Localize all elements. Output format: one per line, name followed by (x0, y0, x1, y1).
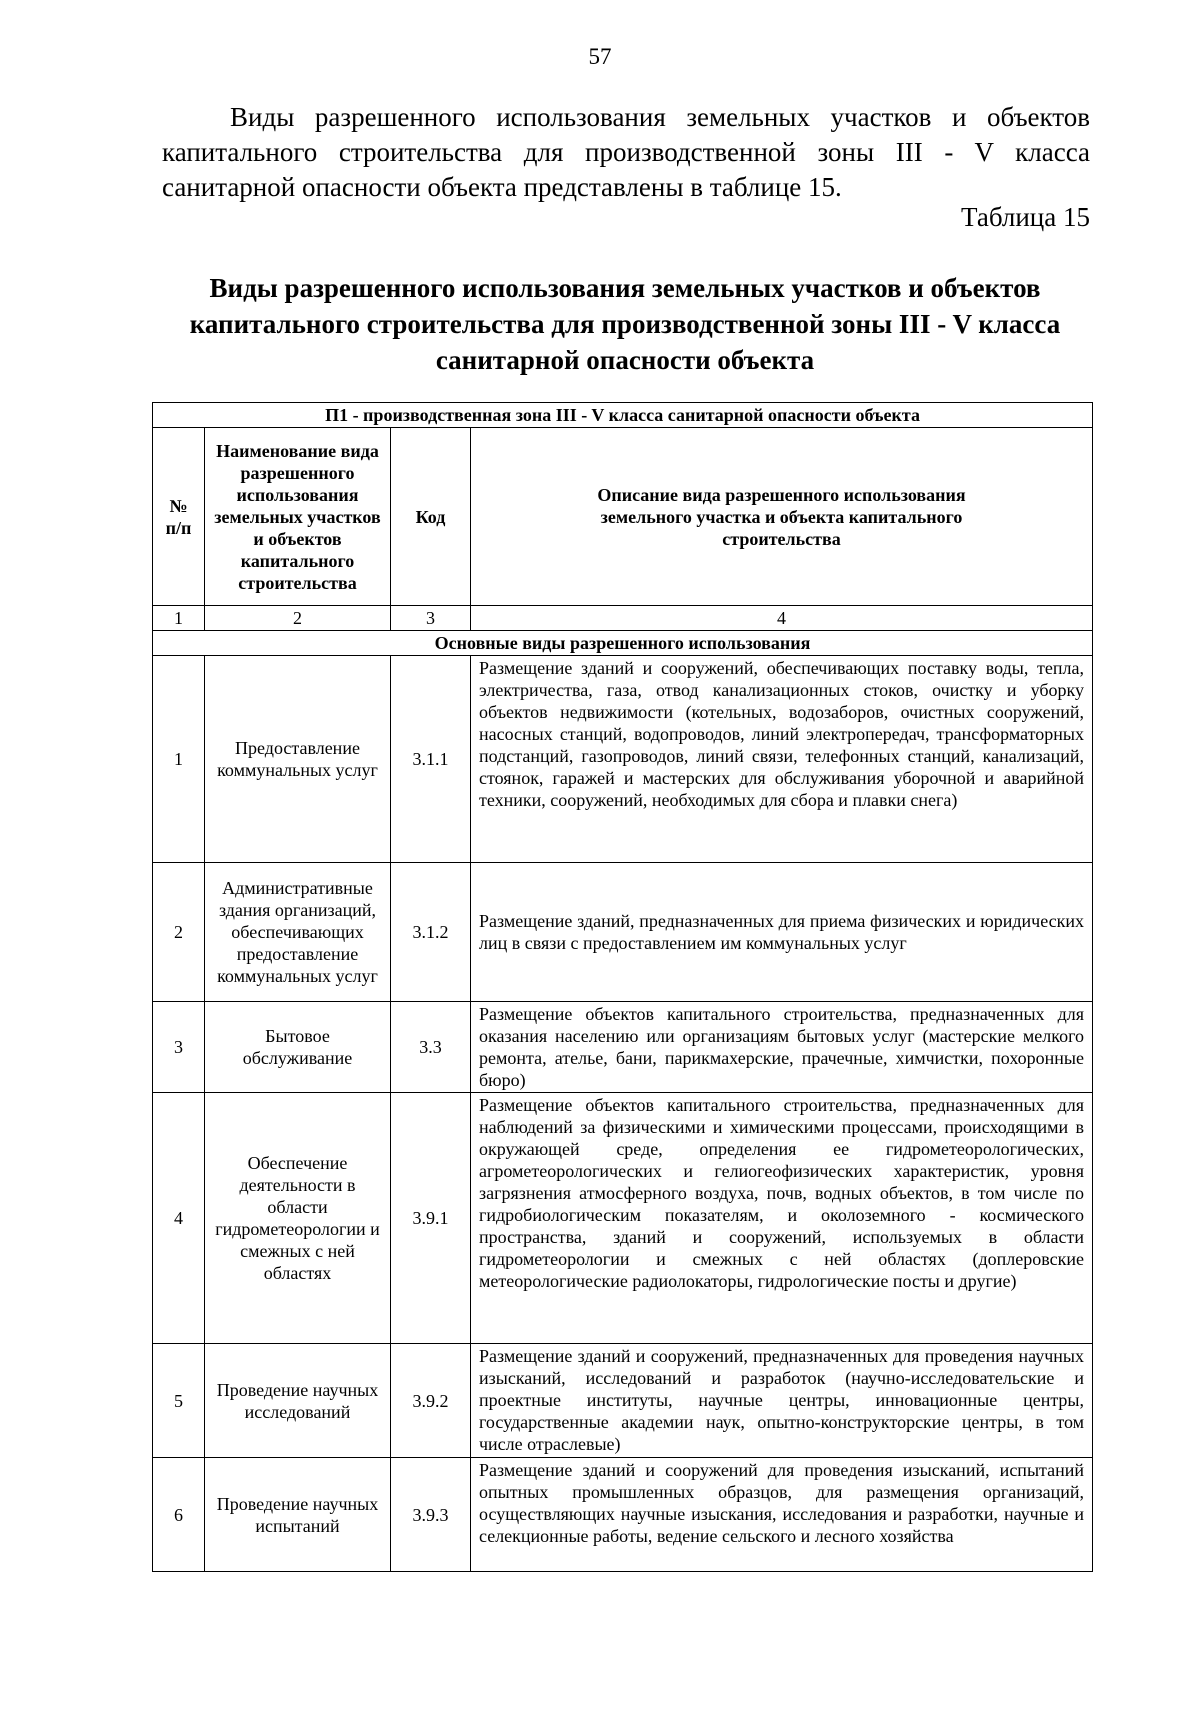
row-code: 3.9.2 (391, 1344, 471, 1458)
row-num: 3 (153, 1002, 205, 1093)
table-row (153, 863, 1093, 1002)
row-code: 3.1.1 (391, 656, 471, 863)
table-label: Таблица 15 (961, 202, 1090, 232)
row-num: 1 (153, 656, 205, 863)
row-desc: Размещение зданий, предназначенных для приема физических и юридических лиц в связи с предоставлением им коммунальных услуг (471, 863, 1093, 1002)
header-name: Наименование вида разрешенного использования земельных участков и объектов капитального строительства (205, 428, 391, 606)
table-row (153, 1344, 1093, 1458)
table-title: Виды разрешенного использования земельных участков и объектов капитального строительства для производственной зоны III - V класса санитарной опасности объекта (189, 273, 1061, 375)
row-num: 2 (153, 863, 205, 1002)
intro-paragraph: Виды разрешенного использования земельных участков и объектов капитального строительства для производственной зоны III - V класса санитарной опасности объекта представлены в таблице 15. (162, 102, 1090, 202)
row-num: 5 (153, 1344, 205, 1458)
table-row (153, 1002, 1093, 1093)
table-row (153, 1458, 1093, 1572)
row-name: Обеспечение деятельности в области гидрометеорологии и смежных с ней областях (205, 1093, 391, 1344)
row-name: Предоставление коммунальных услуг (205, 656, 391, 863)
row-name: Проведение научных исследований (205, 1344, 391, 1458)
row-num: 4 (153, 1093, 205, 1344)
table-row (153, 656, 1093, 863)
row-code: 3.9.1 (391, 1093, 471, 1344)
row-num: 6 (153, 1458, 205, 1572)
row-name: Бытовое обслуживание (205, 1002, 391, 1093)
zone-header: П1 - производственная зона III - V класса санитарной опасности объекта (153, 403, 1093, 428)
row-code: 3.3 (391, 1002, 471, 1093)
page-number: 57 (588, 44, 612, 69)
header-num: № п/п (153, 428, 205, 606)
row-desc: Размещение зданий и сооружений, обеспечивающих поставку воды, тепла, электричества, газа, отвод канализационных стоков, очистку и уборку объектов недвижимости (котельных, водозаборов, очистных сооружений, насосных станций, водопроводов, линий электропередач, трансформаторных подстанций, газопроводов, линий связи, телефонных станций, канализаций, стоянок, гаражей и мастерских для обслуживания уборочной и аварийной техники, сооружений, необходимых для сбора и плавки снега) (471, 656, 1093, 863)
header-code: Код (391, 428, 471, 606)
row-desc: Размещение объектов капитального строительства, предназначенных для наблюдений за физическими и химическими процессами, происходящими в окружающей среде, определения ее гидрометеорологических, агрометеорологических и гелиогеофизических характеристик, уровня загрязнения атмосферного воздуха, почв, водных объектов, в том числе по гидробиологическим показателям, и околоземного - космического пространства, зданий и сооружений, используемых в области гидрометеорологии и смежных с ней областях (доплеровские метеорологические радиолокаторы, гидрологические посты и другие) (471, 1093, 1093, 1344)
row-name: Административные здания организаций, обеспечивающих предоставление коммунальных услуг (205, 863, 391, 1002)
table-row (153, 1093, 1093, 1344)
zone-header-row (153, 403, 1093, 428)
col-number: 3 (391, 606, 471, 631)
col-number: 2 (205, 606, 391, 631)
row-desc: Размещение объектов капитального строительства, предназначенных для оказания населению или организациям бытовых услуг (мастерские мелкого ремонта, ателье, бани, парикмахерские, прачечные, химчистки, похоронные бюро) (471, 1002, 1093, 1093)
section-header: Основные виды разрешенного использования (153, 631, 1093, 656)
header-desc: Описание вида разрешенного использования земельного участка и объекта капитального строительства (471, 428, 1093, 606)
row-code: 3.1.2 (391, 863, 471, 1002)
row-name: Проведение научных испытаний (205, 1458, 391, 1572)
row-desc: Размещение зданий и сооружений для проведения изысканий, испытаний опытных промышленных образцов, для размещения организаций, осуществляющих научные изыскания, исследования и разработки, научные и селекционные работы, ведение сельского и лесного хозяйства (471, 1458, 1093, 1572)
col-number: 1 (153, 606, 205, 631)
land-use-table (152, 402, 1093, 1572)
col-number: 4 (471, 606, 1093, 631)
row-code: 3.9.3 (391, 1458, 471, 1572)
section-header-row (153, 631, 1093, 656)
row-desc: Размещение зданий и сооружений, предназначенных для проведения научных изысканий, исследований и разработок (научно-исследовательские и проектные институты, научные центры, инновационные центры, государственные академии наук, опытно-конструкторские центры, в том числе отраслевые) (471, 1344, 1093, 1458)
column-header-row (153, 428, 1093, 606)
column-number-row (153, 606, 1093, 631)
